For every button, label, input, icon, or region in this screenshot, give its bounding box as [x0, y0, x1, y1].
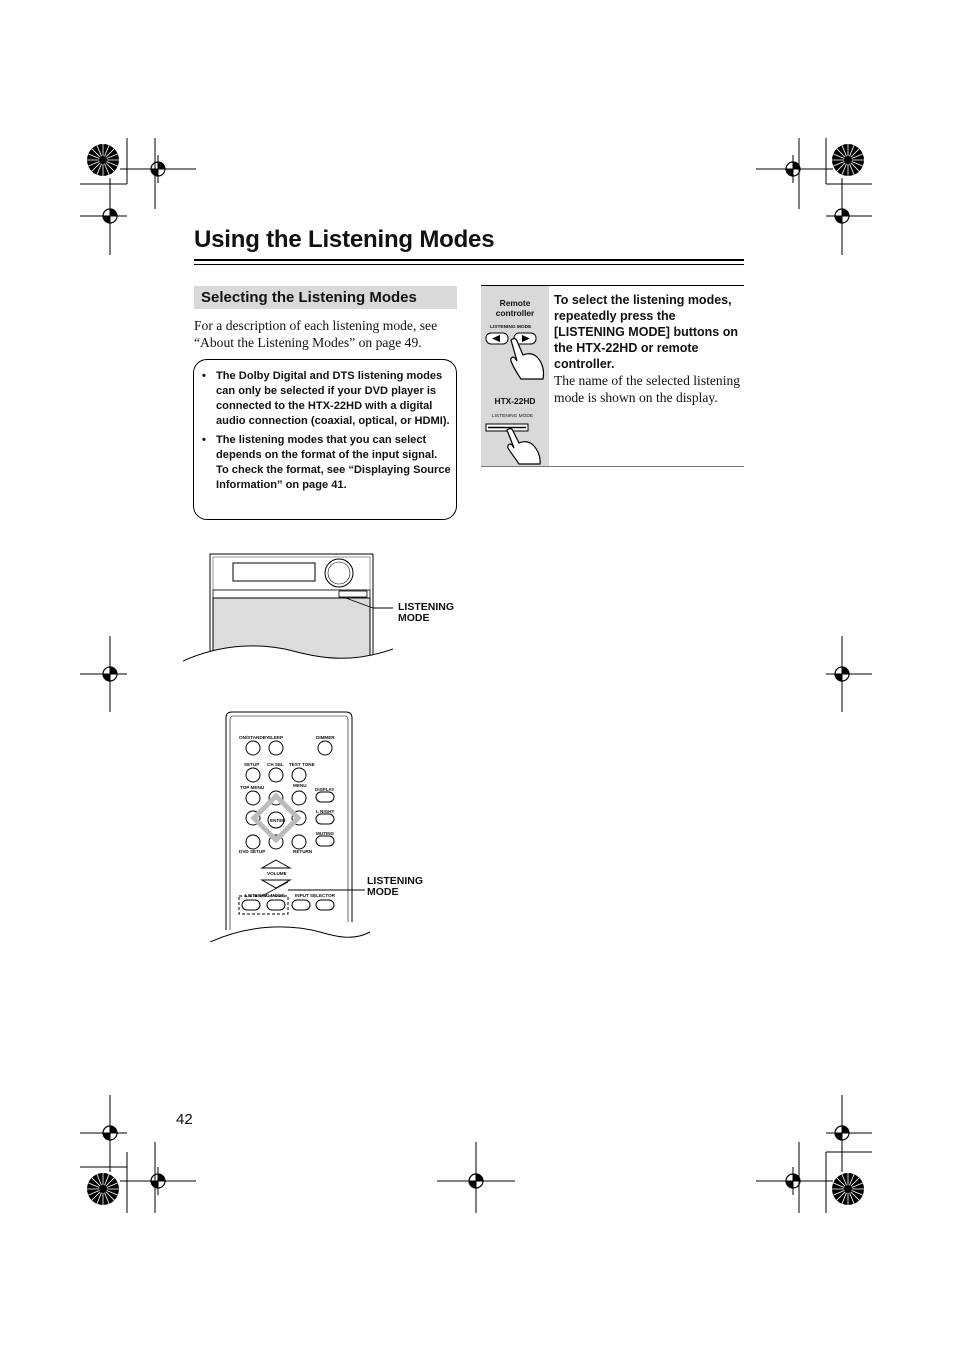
remote-listening-mode-caption: LISTENING MODE	[490, 325, 532, 330]
remote-listening-mode-buttons-illustration	[483, 331, 549, 381]
remote-btn-ch-sel: CH SEL	[267, 762, 284, 767]
intro-paragraph: For a description of each listening mode, see “About the Listening Modes” on page 49.	[194, 318, 438, 350]
note-box	[193, 359, 457, 520]
remote-btn-sleep: SLEEP	[268, 735, 284, 740]
remote-listening-mode-callout: LISTENING MODE	[367, 875, 424, 898]
note-item: • The listening modes that you can select depends on the format of the input signal. To check the format, see “Displaying Source Information” on page 41.	[201, 433, 451, 493]
remote-btn-input-selector: INPUT SELECTOR	[295, 893, 335, 898]
unit-listening-mode-callout: LISTENING MODE	[398, 601, 455, 624]
remote-btn-menu: MENU	[293, 783, 307, 788]
remote-btn-return: RETURN	[293, 849, 313, 854]
remote-btn-listening-mode: LISTENING MODE	[245, 893, 285, 898]
note-item: • The Dolby Digital and DTS listening modes can only be selected if your DVD player is connected to the HTX-22HD with a digital audio connection (coaxial, optical, or HDMI).	[201, 369, 451, 429]
remote-btn-display: DISPLAY	[315, 787, 335, 792]
remote-btn-on-standby: ON/STANDBY	[239, 735, 270, 740]
htx-22hd-front-panel-illustration	[183, 553, 393, 663]
title-rule-thick	[194, 259, 744, 261]
remote-controller-illustration	[210, 710, 370, 942]
unit-listening-mode-caption: LISTENING MODE	[492, 414, 534, 419]
page-title: Using the Listening Modes	[194, 226, 495, 253]
remote-btn-l-night: L NIGHT	[316, 809, 335, 814]
step-bottom-rule	[481, 466, 744, 467]
remote-btn-setup: SETUP	[244, 762, 260, 767]
note-list	[201, 369, 451, 497]
remote-btn-top-menu: TOP MENU	[240, 785, 265, 790]
unit-listening-mode-button-illustration	[483, 420, 549, 466]
step-description: The name of the selected listening mode is shown on the display.	[554, 373, 741, 405]
remote-btn-dimmer: DIMMER	[316, 735, 335, 740]
remote-btn-enter: ENTER	[270, 818, 286, 823]
remote-controller-label: Remote controller	[495, 298, 535, 318]
htx-22hd-label: HTX-22HD	[494, 396, 536, 406]
page-number: 42	[176, 1111, 193, 1128]
step-instruction: To select the listening modes, repeatedly press the [LISTENING MODE] buttons on the HTX-22HD or remote controller.	[554, 293, 739, 371]
remote-btn-dvd-setup: DVD SETUP	[239, 849, 266, 854]
remote-btn-muting: MUTING	[316, 831, 335, 836]
title-rule-thin	[194, 264, 744, 265]
remote-btn-test-tone: TEST TONE	[289, 762, 315, 767]
section-title: Selecting the Listening Modes	[201, 289, 417, 306]
remote-btn-volume: VOLUME	[267, 871, 287, 876]
